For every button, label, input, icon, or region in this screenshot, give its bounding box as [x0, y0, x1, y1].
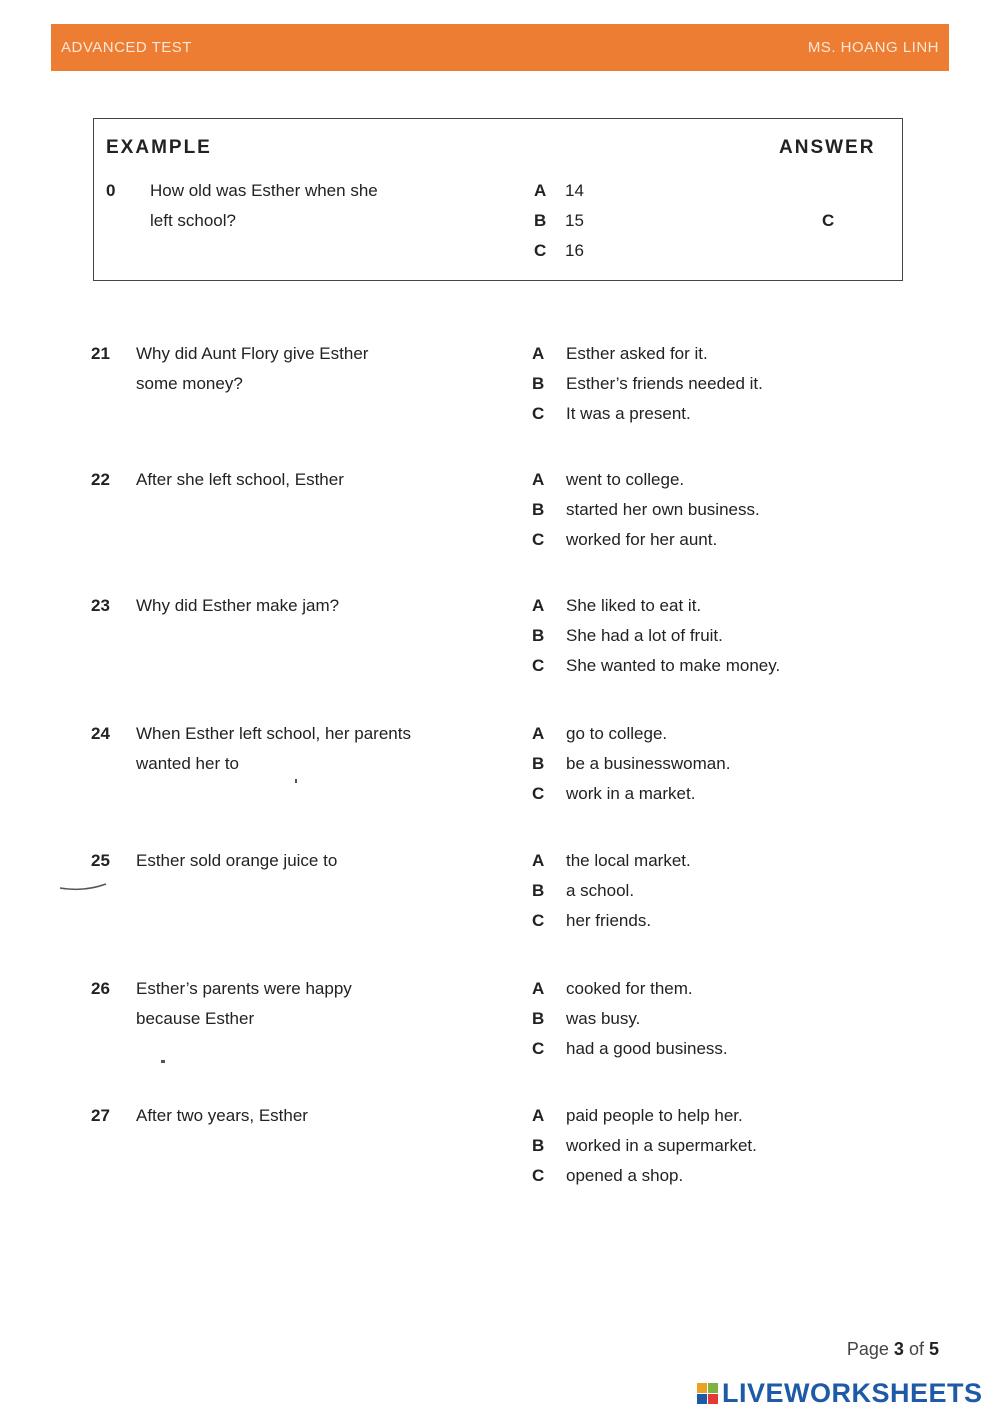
option-text[interactable]: was busy. [566, 1009, 641, 1028]
option-letter: C [532, 1039, 545, 1058]
question-text: Esther sold orange juice to [136, 851, 338, 870]
example-option-text: 14 [565, 181, 584, 200]
option-text[interactable]: a school. [566, 881, 635, 900]
option-letter: A [532, 344, 545, 363]
option-letter: C [532, 784, 545, 803]
option-text[interactable]: worked in a supermarket. [566, 1136, 757, 1155]
answer-label: ANSWER [779, 137, 876, 158]
question-text: Why did Esther make jam? [136, 596, 340, 615]
header-title: ADVANCED TEST [61, 39, 192, 56]
page-total: 5 [928, 1339, 939, 1359]
option-letter: C [532, 1166, 545, 1185]
question-text: When Esther left school, her parents wanted her to [136, 724, 411, 773]
example-answer: C [822, 211, 835, 230]
question-block [0, 724, 1000, 824]
header-author: MS. HOANG LINH [807, 39, 939, 56]
option-text[interactable]: She wanted to make money. [566, 656, 781, 675]
option-letter: C [532, 656, 545, 675]
question-block [0, 1106, 1000, 1206]
page-indicator [847, 1339, 939, 1360]
page-sep: of [908, 1339, 924, 1359]
option-letter: A [532, 470, 545, 489]
option-text[interactable]: be a businesswoman. [566, 754, 731, 773]
option-text[interactable]: went to college. [566, 470, 685, 489]
option-letter: A [532, 1106, 545, 1125]
option-text[interactable]: had a good business. [566, 1039, 728, 1058]
question-text: Why did Aunt Flory give Esther some money? [136, 344, 369, 393]
example-option-letter: A [534, 181, 547, 200]
option-text[interactable]: go to college. [566, 724, 668, 743]
question-block [0, 344, 1000, 444]
option-text[interactable]: cooked for them. [566, 979, 693, 998]
example-option-text: 16 [565, 241, 584, 260]
question-block [0, 470, 1000, 570]
option-text[interactable]: started her own business. [566, 500, 760, 519]
example-box [93, 118, 903, 281]
option-text[interactable]: opened a shop. [566, 1166, 684, 1185]
question-number: 26 [91, 979, 110, 998]
option-letter: A [532, 979, 545, 998]
example-label: EXAMPLE [106, 137, 212, 158]
page-prefix: Page [846, 1339, 889, 1359]
question-number: 27 [91, 1106, 110, 1125]
option-letter: B [532, 374, 545, 393]
option-text[interactable]: the local market. [566, 851, 691, 870]
option-letter: B [532, 754, 545, 773]
option-text[interactable]: paid people to help her. [566, 1106, 743, 1125]
option-letter: A [532, 724, 545, 743]
page-current: 3 [893, 1339, 904, 1359]
option-letter: B [532, 1009, 545, 1028]
option-text[interactable]: work in a market. [566, 784, 696, 803]
question-number: 24 [91, 724, 110, 743]
scan-dot [161, 1060, 165, 1063]
option-text[interactable]: worked for her aunt. [566, 530, 718, 549]
option-letter: C [532, 911, 545, 930]
option-text[interactable]: It was a present. [566, 404, 691, 423]
liveworksheets-logo [697, 1378, 983, 1409]
option-letter: A [532, 596, 545, 615]
example-question: How old was Esther when she left school? [150, 181, 378, 230]
question-number: 22 [91, 470, 110, 489]
question-text: Esther’s parents were happy because Esther [136, 979, 352, 1028]
logo-text: LIVEWORKSHEETS [722, 1378, 983, 1408]
example-option-text: 15 [565, 211, 584, 230]
question-text: After two years, Esther [136, 1106, 308, 1125]
question-block [0, 979, 1000, 1079]
option-text[interactable]: Esther asked for it. [566, 344, 708, 363]
question-text: After she left school, Esther [136, 470, 344, 489]
option-letter: B [532, 626, 545, 645]
option-letter: B [532, 881, 545, 900]
scan-dot [295, 779, 297, 783]
option-text[interactable]: She liked to eat it. [566, 596, 702, 615]
example-option-letter: C [534, 241, 547, 260]
option-letter: B [532, 500, 545, 519]
option-text[interactable]: her friends. [566, 911, 652, 930]
option-letter: C [532, 404, 545, 423]
example-option-letter: B [534, 211, 547, 230]
question-block [0, 851, 1000, 951]
header-bar [51, 24, 949, 71]
example-number: 0 [106, 181, 116, 200]
option-text[interactable]: Esther’s friends needed it. [566, 374, 763, 393]
option-letter: C [532, 530, 545, 549]
option-letter: A [532, 851, 545, 870]
logo-icon [697, 1383, 718, 1404]
scan-mark [58, 880, 110, 894]
option-text[interactable]: She had a lot of fruit. [566, 626, 723, 645]
question-number: 23 [91, 596, 110, 615]
option-letter: B [532, 1136, 545, 1155]
question-block [0, 596, 1000, 696]
question-number: 21 [91, 344, 110, 363]
question-number: 25 [91, 851, 110, 870]
